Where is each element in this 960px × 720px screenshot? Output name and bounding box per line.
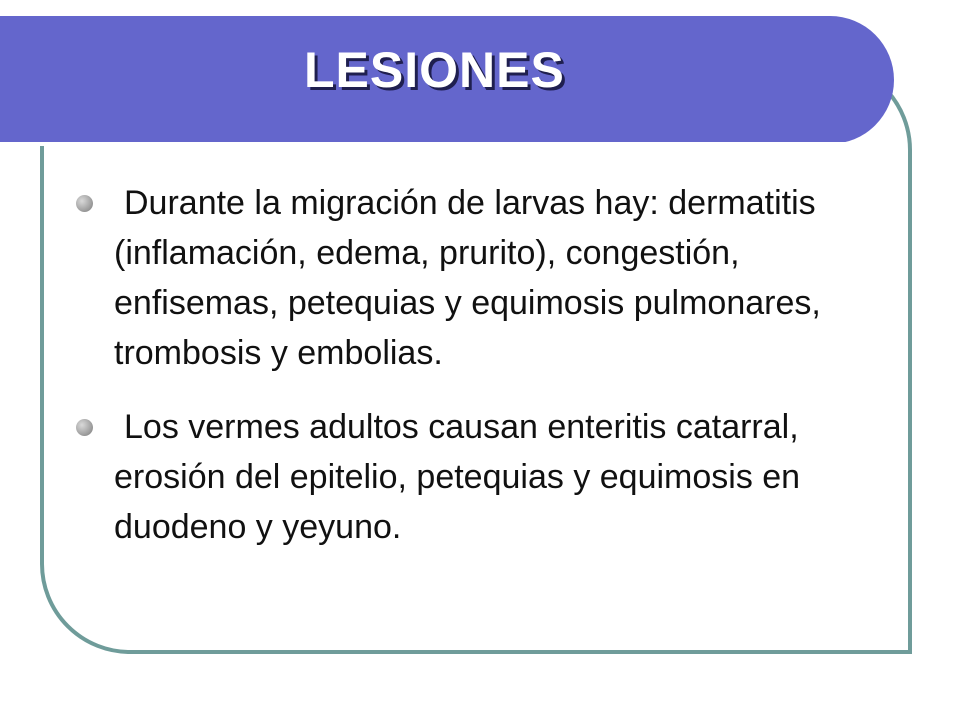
slide-title: LESIONES [304,42,565,98]
bullet-text-2: Los vermes adultos causan enteritis catarral, erosión del epitelio, petequias y equimosis en duodeno y yeyuno. [114,408,801,546]
bullet-item-1 [72,178,872,378]
bullet-list [72,178,872,576]
title-underline [0,142,848,146]
bullet-item-2 [72,402,872,552]
bullet-dot-icon [76,419,93,436]
bullet-dot-icon [76,195,93,212]
bullet-text-1: Durante la migración de larvas hay: dermatitis (inflamación, edema, prurito), congestión, enfisemas, petequias y equimosis pulmonares, trombosis y embolias. [114,184,821,372]
